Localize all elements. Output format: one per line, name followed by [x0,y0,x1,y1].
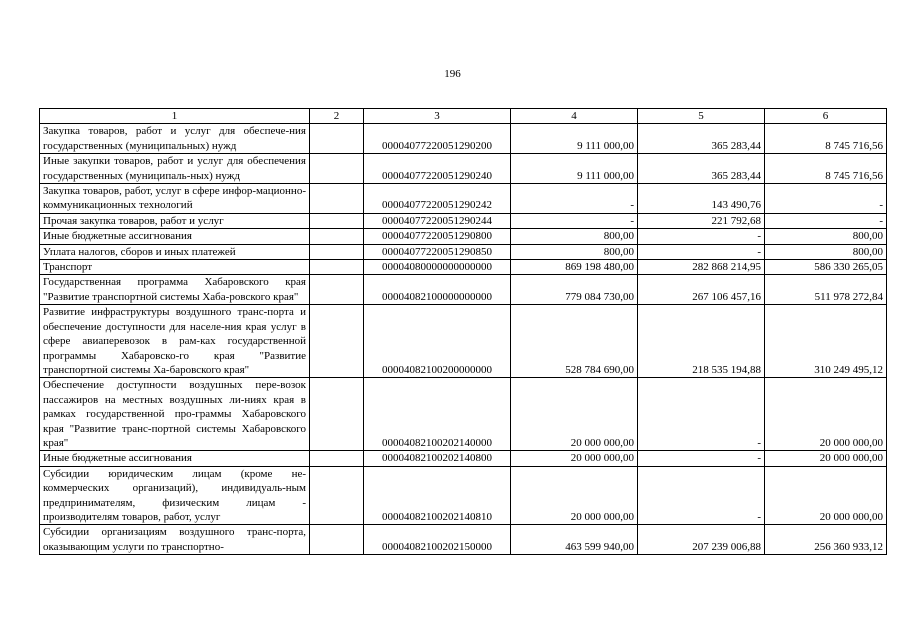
row-value-5: 267 106 457,16 [638,275,765,305]
row-value-5: - [638,244,765,259]
row-value-4: 9 111 000,00 [511,124,638,154]
row-code: 00004077220051290800 [364,229,511,244]
row-code: 00004077220051290200 [364,124,511,154]
table-row [40,525,887,555]
row-value-4: 869 198 480,00 [511,260,638,275]
row-name: Субсидии юридическим лицам (кроме не-коммерческих организаций), индивидуаль-ным предпринимателям, физическим лицам - производителям товаров, работ, услуг [40,466,310,525]
row-value-6: 800,00 [765,244,887,259]
row-value-4: 20 000 000,00 [511,378,638,451]
row-value-6: 800,00 [765,229,887,244]
table-row [40,154,887,184]
table-row [40,305,887,378]
table-row [40,124,887,154]
row-col2 [310,124,364,154]
row-col2 [310,275,364,305]
row-code: 00004077220051290240 [364,154,511,184]
row-col2 [310,244,364,259]
column-header-6: 6 [765,109,887,124]
budget-table [39,108,887,555]
row-col2 [310,305,364,378]
row-col2 [310,378,364,451]
table-row [40,378,887,451]
row-name: Развитие инфраструктуры воздушного транс-порта и обеспечение доступности для населе-ния края услуг в сфере авиаперевозок в рам-ках государственной программы Хабаровско-го края "Развитие транспортной системы Ха-баровского края" [40,305,310,378]
table-row [40,275,887,305]
column-header-4: 4 [511,109,638,124]
row-name: Закупка товаров, работ и услуг для обеспече-ния государственных (муниципальных) нужд [40,124,310,154]
row-name: Государственная программа Хабаровского края "Развитие транспортной системы Хаба-ровского края" [40,275,310,305]
row-value-4: - [511,213,638,228]
row-value-6: 310 249 495,12 [765,305,887,378]
row-value-5: 221 792,68 [638,213,765,228]
row-value-6: 20 000 000,00 [765,466,887,525]
row-value-4: 779 084 730,00 [511,275,638,305]
table-header-row [40,109,887,124]
row-value-6: 20 000 000,00 [765,451,887,466]
row-code: 00004082100200000000 [364,305,511,378]
row-value-4: 20 000 000,00 [511,451,638,466]
row-code: 00004077220051290850 [364,244,511,259]
row-value-5: 282 868 214,95 [638,260,765,275]
row-name: Транспорт [40,260,310,275]
row-value-6: 8 745 716,56 [765,124,887,154]
page-number: 196 [444,68,461,80]
table-row [40,244,887,259]
row-value-5: 365 283,44 [638,124,765,154]
row-value-5: 365 283,44 [638,154,765,184]
row-value-6: - [765,184,887,214]
row-name: Иные бюджетные ассигнования [40,451,310,466]
row-value-4: 9 111 000,00 [511,154,638,184]
row-value-6: 20 000 000,00 [765,378,887,451]
row-col2 [310,213,364,228]
row-name: Обеспечение доступности воздушных пере-возок пассажиров на местных воздушных ли-ниях края в рамках государственной про-граммы Хабаровского края "Развитие транс-портной системы Хабаровского края" [40,378,310,451]
row-value-5: - [638,378,765,451]
row-col2 [310,184,364,214]
column-header-1: 1 [40,109,310,124]
row-value-4: - [511,184,638,214]
row-value-6: 511 978 272,84 [765,275,887,305]
row-value-5: 218 535 194,88 [638,305,765,378]
row-code: 00004082100202140810 [364,466,511,525]
row-code: 00004082100202140000 [364,378,511,451]
row-col2 [310,260,364,275]
row-col2 [310,229,364,244]
row-name: Субсидии организациям воздушного транс-порта, оказывающим услуги по транспортно- [40,525,310,555]
row-col2 [310,451,364,466]
table-row [40,451,887,466]
row-code: 00004080000000000000 [364,260,511,275]
row-name: Уплата налогов, сборов и иных платежей [40,244,310,259]
row-name: Прочая закупка товаров, работ и услуг [40,213,310,228]
row-code: 00004077220051290242 [364,184,511,214]
row-value-4: 800,00 [511,229,638,244]
row-col2 [310,154,364,184]
row-value-4: 463 599 940,00 [511,525,638,555]
row-name: Иные бюджетные ассигнования [40,229,310,244]
row-name: Закупка товаров, работ, услуг в сфере инфор-мационно-коммуникационных технологий [40,184,310,214]
row-code: 00004077220051290244 [364,213,511,228]
row-value-6: 586 330 265,05 [765,260,887,275]
row-code: 00004082100202140800 [364,451,511,466]
row-col2 [310,525,364,555]
row-value-5: - [638,466,765,525]
row-value-5: - [638,229,765,244]
row-name: Иные закупки товаров, работ и услуг для обеспечения государственных (муниципаль-ных) нужд [40,154,310,184]
table-row [40,229,887,244]
table-row [40,466,887,525]
table-row [40,184,887,214]
column-header-3: 3 [364,109,511,124]
row-value-6: 256 360 933,12 [765,525,887,555]
column-header-5: 5 [638,109,765,124]
row-value-6: 8 745 716,56 [765,154,887,184]
row-value-5: - [638,451,765,466]
row-value-4: 800,00 [511,244,638,259]
row-value-6: - [765,213,887,228]
column-header-2: 2 [310,109,364,124]
row-value-4: 20 000 000,00 [511,466,638,525]
row-value-4: 528 784 690,00 [511,305,638,378]
row-col2 [310,466,364,525]
table-row [40,260,887,275]
row-value-5: 143 490,76 [638,184,765,214]
row-value-5: 207 239 006,88 [638,525,765,555]
row-code: 00004082100000000000 [364,275,511,305]
row-code: 00004082100202150000 [364,525,511,555]
table-row [40,213,887,228]
